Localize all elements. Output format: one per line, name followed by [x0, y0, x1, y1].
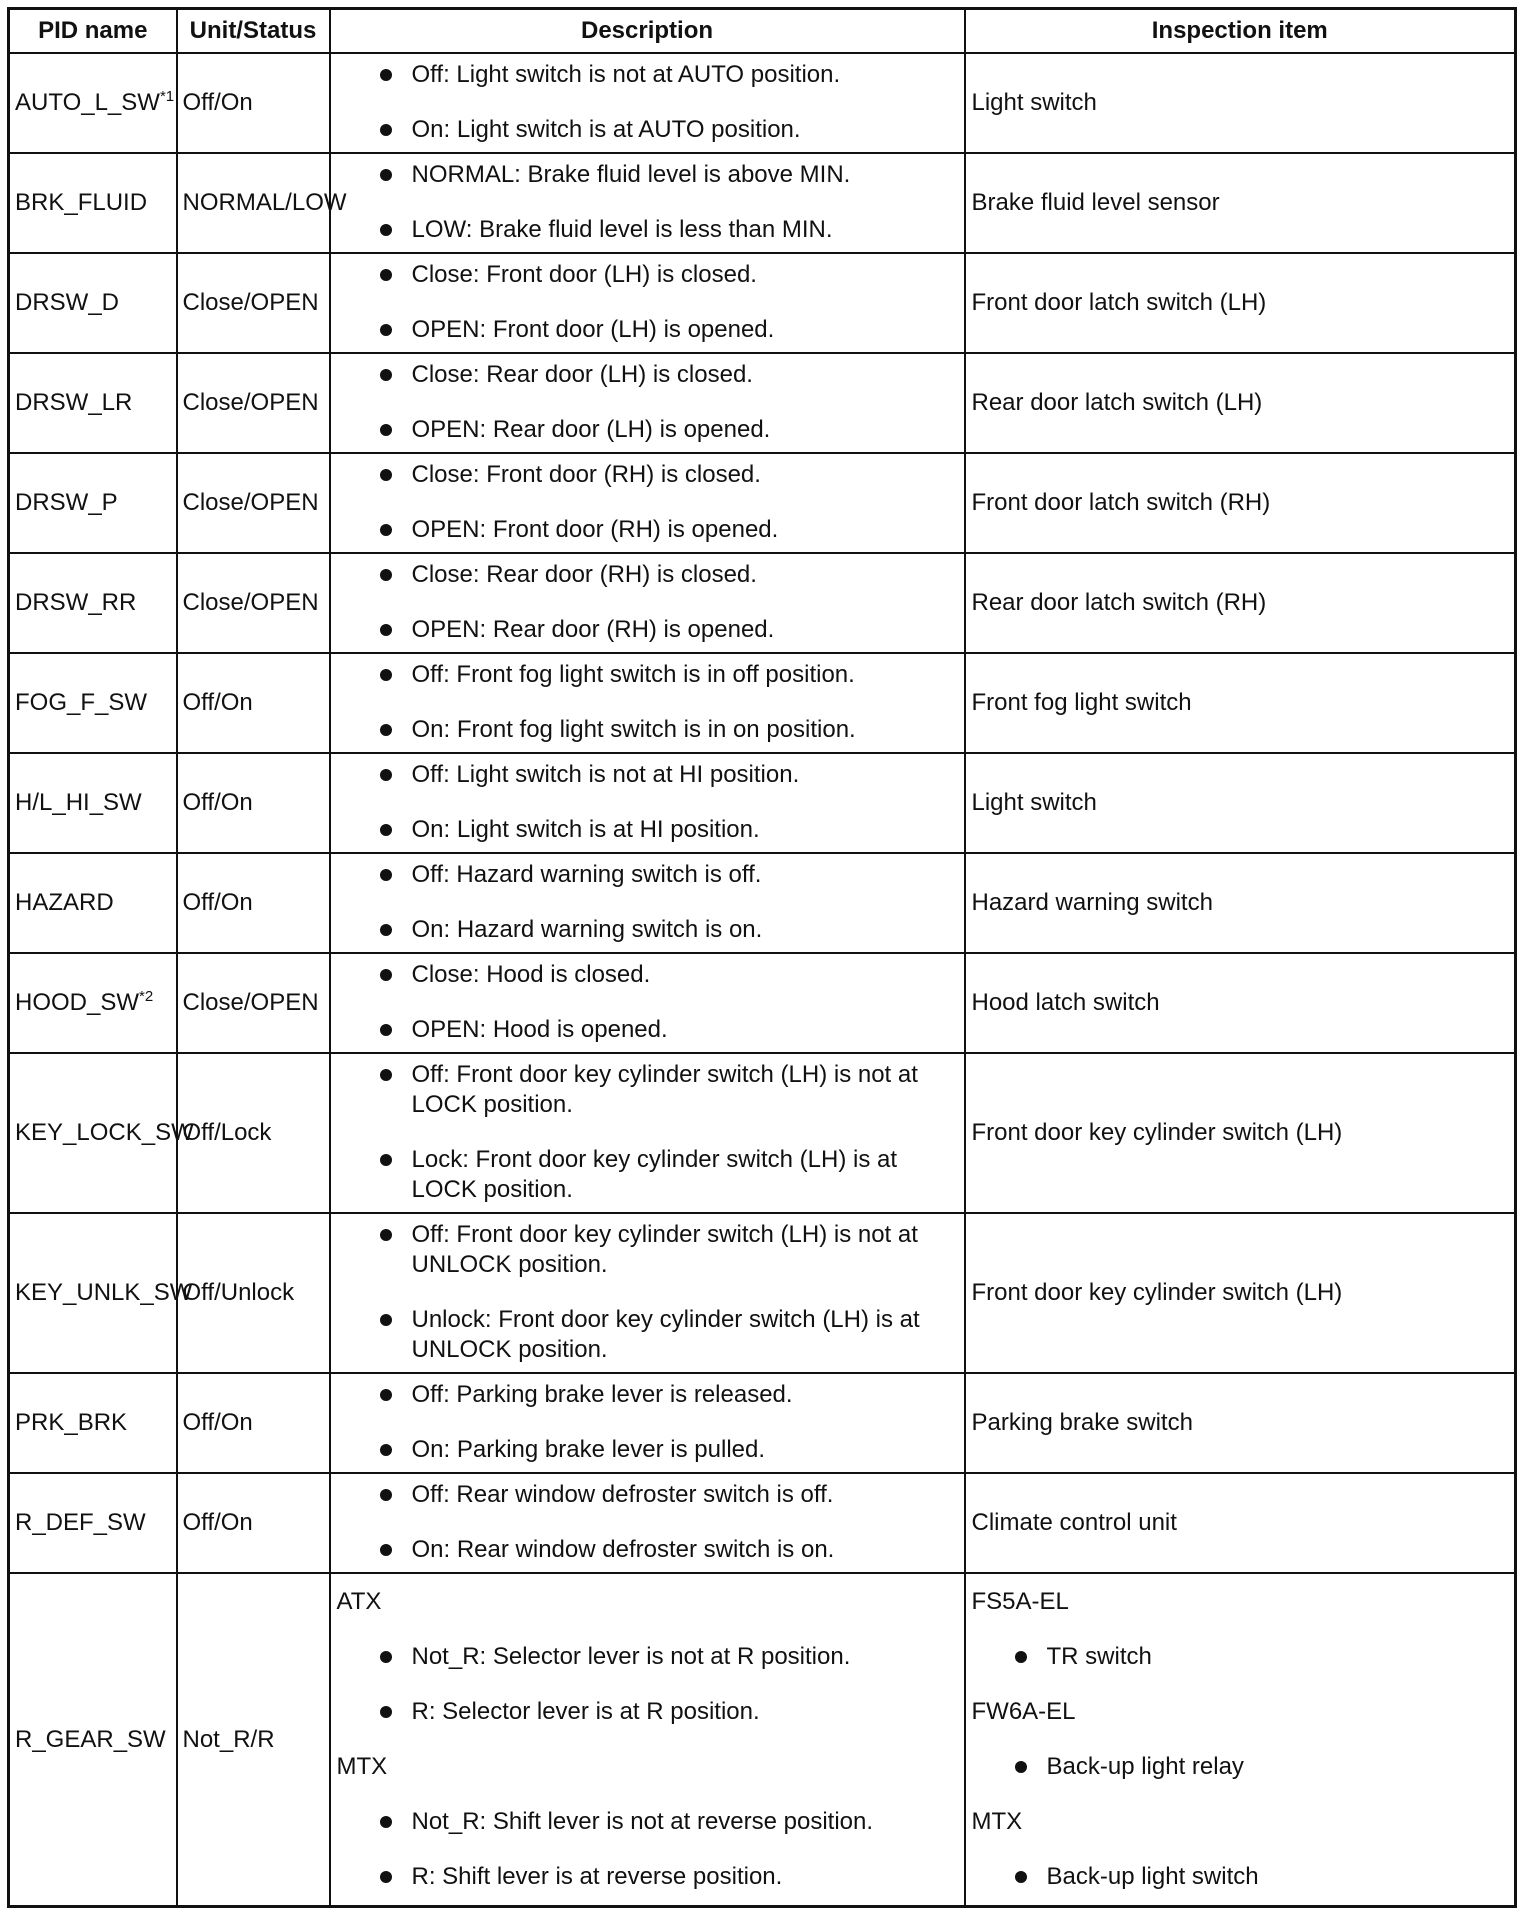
inspection-item-cell: Hazard warning switch: [965, 853, 1516, 953]
description-bullet-list: [337, 1220, 956, 1365]
list-item: Close: Rear door (LH) is closed.: [337, 360, 956, 390]
list-item: Close: Hood is closed.: [337, 960, 956, 990]
list-item: Off: Light switch is not at HI position.: [337, 760, 956, 790]
unit-status-cell: Close/OPEN: [177, 253, 330, 353]
list-item: On: Light switch is at AUTO position.: [337, 115, 956, 145]
list-item: Off: Parking brake lever is released.: [337, 1380, 956, 1410]
description-bullet-list: [337, 1060, 956, 1205]
table-row: [9, 653, 1516, 753]
description-bullet-list: [337, 560, 956, 645]
header-unit-status: Unit/Status: [177, 9, 330, 54]
description-cell: [330, 1573, 965, 1907]
table-body: [9, 53, 1516, 1907]
group-label-mtx-inspection: MTX: [971, 1807, 1023, 1835]
inspection-item-cell: Light switch: [965, 753, 1516, 853]
pid-name: DRSW_LR: [15, 389, 133, 416]
table-row-r-gear-sw: [9, 1573, 1516, 1907]
description-cell: [330, 1053, 965, 1213]
table-row: [9, 1053, 1516, 1213]
pid-name-cell: [9, 1053, 194, 1213]
table-row: [9, 853, 1516, 953]
pid-name: BRK_FLUID: [15, 189, 148, 216]
inspection-item-cell: Front door key cylinder switch (LH): [965, 1053, 1516, 1213]
list-item: Off: Rear window defroster switch is off.: [337, 1480, 956, 1510]
table-row: [9, 253, 1516, 353]
pid-name: AUTO_L_SW: [15, 89, 160, 116]
inspection-item-cell: Hood latch switch: [965, 953, 1516, 1053]
inspection-item-cell: Light switch: [965, 53, 1516, 153]
list-item: OPEN: Rear door (LH) is opened.: [337, 415, 956, 445]
pid-name-cell: [9, 853, 177, 953]
description-bullet-list: [337, 460, 956, 545]
pid-name: DRSW_D: [15, 289, 120, 316]
unit-status-cell: NORMAL/LOW: [177, 153, 330, 253]
description-bullet-list: [337, 860, 956, 945]
list-item: On: Rear window defroster switch is on.: [337, 1535, 956, 1565]
table-row: [9, 1373, 1516, 1473]
table-row: [9, 1473, 1516, 1573]
description-bullet-list: [337, 260, 956, 345]
pid-name-cell: [9, 1373, 177, 1473]
fs5a-el-list: [972, 1642, 1507, 1672]
description-cell: [330, 1373, 965, 1473]
pid-name: FOG_F_SW: [15, 689, 148, 716]
list-item: Off: Front door key cylinder switch (LH) is not at LOCK position.: [337, 1060, 956, 1120]
pid-name: DRSW_P: [15, 489, 118, 516]
description-cell: [330, 853, 965, 953]
pid-name-cell: [9, 253, 177, 353]
header-pid-name: PID name: [9, 9, 177, 54]
description-bullet-list: [337, 60, 956, 145]
list-item: Off: Front door key cylinder switch (LH) is not at UNLOCK position.: [337, 1220, 956, 1280]
pid-name: PRK_BRK: [15, 1409, 128, 1436]
description-cell: [330, 153, 965, 253]
fw6a-el-list: [972, 1752, 1507, 1782]
description-bullet-list: [337, 160, 956, 245]
pid-name: HOOD_SW: [15, 989, 140, 1016]
inspection-item-cell: Front fog light switch: [965, 653, 1516, 753]
description-cell: [330, 353, 965, 453]
pid-name: H/L_HI_SW: [15, 789, 142, 816]
description-bullet-list: [337, 760, 956, 845]
unit-status-cell: Off/On: [177, 1473, 330, 1573]
header-inspection-item: Inspection item: [965, 9, 1516, 54]
list-item: Back-up light switch: [972, 1862, 1507, 1892]
table-row: [9, 153, 1516, 253]
list-item: Close: Front door (LH) is closed.: [337, 260, 956, 290]
unit-status-cell: Close/OPEN: [177, 553, 330, 653]
unit-status-cell: Not_R/R: [177, 1573, 330, 1907]
description-cell: [330, 953, 965, 1053]
table-row: [9, 553, 1516, 653]
table-row: [9, 53, 1516, 153]
list-item: On: Front fog light switch is in on position.: [337, 715, 956, 745]
unit-status-cell: Off/On: [177, 753, 330, 853]
list-item: Close: Front door (RH) is closed.: [337, 460, 956, 490]
footnote-marker: *1: [159, 88, 175, 105]
list-item: NORMAL: Brake fluid level is above MIN.: [337, 160, 956, 190]
group-label-fw6a-el: FW6A-EL: [971, 1697, 1076, 1725]
unit-status-cell: Off/Unlock: [177, 1213, 330, 1373]
pid-name: R_DEF_SW: [15, 1509, 146, 1536]
inspection-item-cell: Brake fluid level sensor: [965, 153, 1516, 253]
list-item: OPEN: Hood is opened.: [337, 1015, 956, 1045]
list-item: Close: Rear door (RH) is closed.: [337, 560, 956, 590]
list-item: On: Parking brake lever is pulled.: [337, 1435, 956, 1465]
header-description: Description: [330, 9, 965, 54]
list-item: LOW: Brake fluid level is less than MIN.: [337, 215, 956, 245]
description-bullet-list: [337, 660, 956, 745]
inspection-item-cell: Climate control unit: [965, 1473, 1516, 1573]
pid-name: KEY_LOCK_SW: [15, 1119, 194, 1146]
list-item: Lock: Front door key cylinder switch (LH) is at LOCK position.: [337, 1145, 956, 1205]
table-header-row: [9, 9, 1516, 54]
footnote-marker: *2: [139, 988, 154, 1005]
inspection-item-cell: Front door key cylinder switch (LH): [965, 1213, 1516, 1373]
group-label-fs5a-el: FS5A-EL: [971, 1587, 1069, 1615]
pid-name-cell: [9, 653, 177, 753]
inspection-item-cell: [965, 1573, 1516, 1907]
pid-name-cell: [9, 453, 177, 553]
description-bullet-list: [337, 1480, 956, 1565]
unit-status-cell: Close/OPEN: [177, 353, 330, 453]
table-row: [9, 953, 1516, 1053]
pid-name-cell: [9, 53, 177, 153]
pid-name: HAZARD: [15, 889, 114, 916]
list-item: On: Light switch is at HI position.: [337, 815, 956, 845]
list-item: Unlock: Front door key cylinder switch (LH) is at UNLOCK position.: [337, 1305, 956, 1365]
description-cell: [330, 753, 965, 853]
pid-table: [7, 7, 1517, 1908]
table-row: [9, 353, 1516, 453]
description-cell: [330, 653, 965, 753]
table-row: [9, 1213, 1516, 1373]
inspection-item-cell: Front door latch switch (LH): [965, 253, 1516, 353]
pid-name-cell: R_GEAR_SW: [9, 1573, 177, 1907]
description-cell: [330, 453, 965, 553]
description-cell: [330, 53, 965, 153]
unit-status-cell: Off/On: [177, 1373, 330, 1473]
list-item: OPEN: Front door (RH) is opened.: [337, 515, 956, 545]
list-item: Not_R: Selector lever is not at R position.: [337, 1642, 956, 1672]
unit-status-cell: Close/OPEN: [177, 453, 330, 553]
list-item: TR switch: [972, 1642, 1507, 1672]
description-cell: [330, 553, 965, 653]
list-item: OPEN: Rear door (RH) is opened.: [337, 615, 956, 645]
group-label-mtx: MTX: [336, 1752, 388, 1780]
list-item: Off: Hazard warning switch is off.: [337, 860, 956, 890]
description-bullet-list: [337, 1380, 956, 1465]
pid-name-cell: [9, 153, 177, 253]
unit-status-cell: Off/On: [177, 653, 330, 753]
list-item: Not_R: Shift lever is not at reverse position.: [337, 1807, 956, 1837]
pid-monitor-document: [7, 7, 1514, 1908]
table-row: [9, 453, 1516, 553]
description-cell: [330, 253, 965, 353]
mtx-bullet-list: [337, 1807, 956, 1892]
list-item: Off: Light switch is not at AUTO position.: [337, 60, 956, 90]
pid-name-cell: [9, 553, 177, 653]
unit-status-cell: Off/On: [177, 53, 330, 153]
unit-status-cell: Close/OPEN: [177, 953, 330, 1053]
list-item: Back-up light relay: [972, 1752, 1507, 1782]
pid-name-cell: [9, 953, 177, 1053]
list-item: Off: Front fog light switch is in off position.: [337, 660, 956, 690]
inspection-item-cell: Rear door latch switch (LH): [965, 353, 1516, 453]
description-cell: [330, 1213, 965, 1373]
unit-status-cell: Off/On: [177, 853, 330, 953]
unit-status-cell: Off/Lock: [177, 1053, 330, 1213]
list-item: OPEN: Front door (LH) is opened.: [337, 315, 956, 345]
pid-name: DRSW_RR: [15, 589, 137, 616]
inspection-item-cell: Front door latch switch (RH): [965, 453, 1516, 553]
list-item: R: Shift lever is at reverse position.: [337, 1862, 956, 1892]
pid-name: KEY_UNLK_SW: [15, 1279, 193, 1306]
group-label-atx: ATX: [336, 1587, 382, 1615]
list-item: R: Selector lever is at R position.: [337, 1697, 956, 1727]
atx-bullet-list: [337, 1642, 956, 1727]
mtx-inspection-list: [972, 1862, 1507, 1892]
table-row: [9, 753, 1516, 853]
description-bullet-list: [337, 360, 956, 445]
pid-name-cell: [9, 1213, 193, 1373]
list-item: On: Hazard warning switch is on.: [337, 915, 956, 945]
pid-name-cell: [9, 353, 177, 453]
pid-name-cell: [9, 753, 177, 853]
inspection-item-cell: Parking brake switch: [965, 1373, 1516, 1473]
description-cell: [330, 1473, 965, 1573]
description-bullet-list: [337, 960, 956, 1045]
pid-name-cell: [9, 1473, 177, 1573]
inspection-item-cell: Rear door latch switch (RH): [965, 553, 1516, 653]
